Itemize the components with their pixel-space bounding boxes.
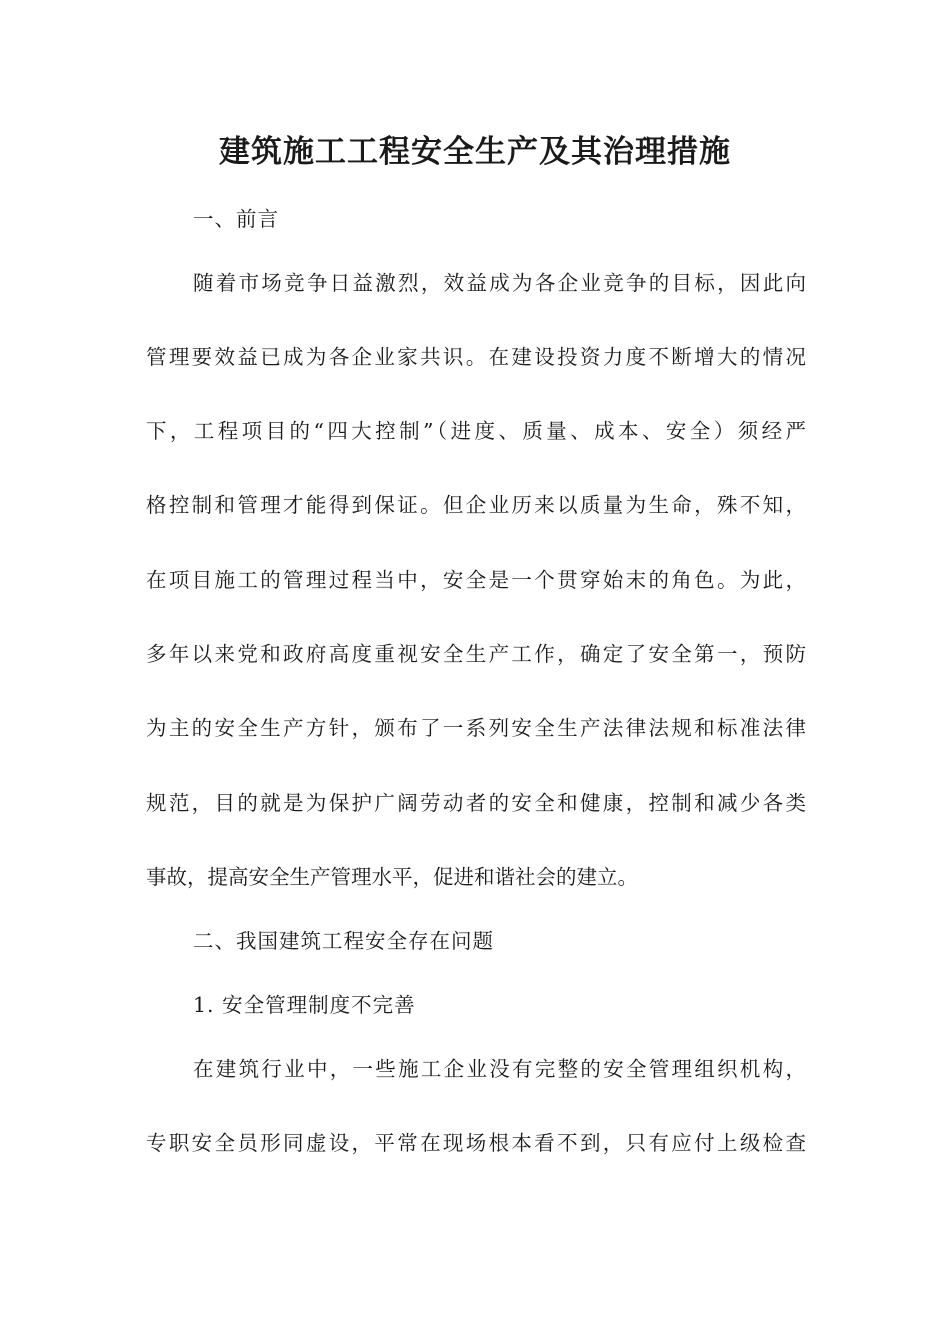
document-title: 建筑施工工程安全生产及其治理措施 <box>219 134 731 170</box>
subsection-heading: 1. 安全管理制度不完善 <box>193 993 416 1017</box>
paragraph-line: 随着市场竞争日益激烈，效益成为各企业竞争的目标，因此向 <box>193 271 806 295</box>
paragraph-line: 在建筑行业中，一些施工企业没有完整的安全管理组织机构， <box>193 1057 806 1081</box>
paragraph-line: 多年以来党和政府高度重视安全生产工作，确定了安全第一，预防 <box>146 642 806 666</box>
paragraph-line: 事故，提高安全生产管理水平，促进和谐社会的建立。 <box>146 865 638 889</box>
paragraph-line: 专职安全员形同虚设，平常在现场根本看不到，只有应付上级检查 <box>146 1131 806 1155</box>
paragraph-line: 管理要效益已成为各企业家共识。在建设投资力度不断增大的情况 <box>146 345 806 369</box>
paragraph-line: 为主的安全生产方针，颁布了一系列安全生产法律法规和标准法律 <box>146 716 806 740</box>
paragraph-line: 规范，目的就是为保护广阔劳动者的安全和健康，控制和减少各类 <box>146 791 806 815</box>
section-heading-problems: 二、我国建筑工程安全存在问题 <box>193 929 494 953</box>
paragraph-line: 格控制和管理才能得到保证。但企业历来以质量为生命，殊不知， <box>146 493 806 517</box>
section-heading-preface: 一、前言 <box>193 207 279 231</box>
paragraph-line: 下，工程项目的“四大控制”（进度、质量、成本、安全）须经严 <box>146 419 806 443</box>
paragraph-line: 在项目施工的管理过程当中，安全是一个贯穿始末的角色。为此， <box>146 568 806 592</box>
